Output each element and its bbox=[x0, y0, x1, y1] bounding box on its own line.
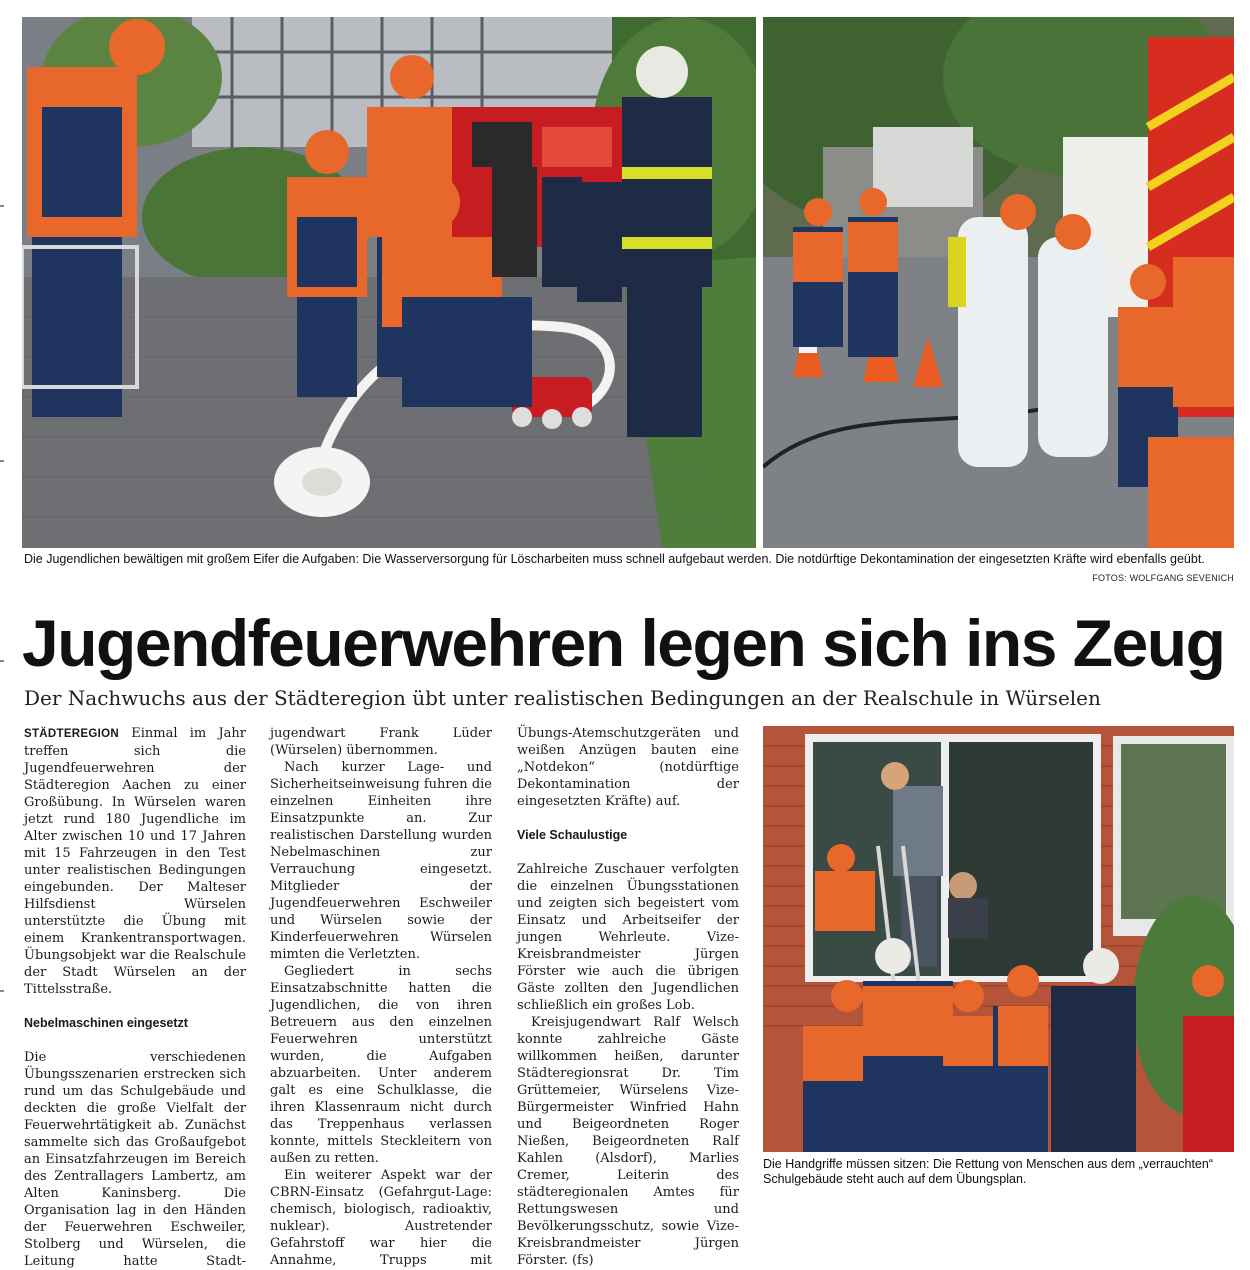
article-column-3 bbox=[517, 725, 739, 1269]
dateline: STÄDTEREGION bbox=[24, 728, 119, 740]
section-heading: Viele Schaulustige bbox=[517, 828, 628, 842]
margin-mark bbox=[0, 205, 4, 207]
margin-mark bbox=[0, 990, 4, 992]
article-column-1 bbox=[24, 725, 246, 1270]
paragraph: jugendwart Frank Lüder (Würselen) übernommen. bbox=[270, 726, 492, 758]
section-heading: Nebelmaschinen eingesetzt bbox=[24, 1016, 188, 1030]
paragraph: Nach kurzer Lage- und Sicherheitseinweisung fuhren die einzelnen Einheiten ihre Einsatzpunkte an. Zur realistischen Darstellung wurden Nebelmaschinen zur Verrauchung eingesetzt. Mitglieder der Jugendfeuerwehren Eschweiler und Würselen sowie der Kinderfeuerwehren Würselen mimten die Verletzten. bbox=[270, 760, 492, 962]
paragraph: Die verschiedenen Übungsszenarien erstrecken sich rund um das Schulgebäude und deckten die große Vielfalt der Feuerwehrtätigkeit ab. Zunächst sammelte sich das Großaufgebot an Einsatzfahrzeugen im Bereich des Zentrallagers Lambertz, am Alten Kaninsberg. Die Organisation lag in den Händen der Feuerwehren Eschweiler, Stolberg und Würselen, die Leitung hatte Stadt- bbox=[24, 1050, 246, 1269]
paragraph: Kreisjugendwart Ralf Welsch konnte zahlreiche Gäste willkommen heißen, darunter Städteregionsrat Dr. Tim Grüttemeier, Würselens Vize-Bürgermeister Winfried Hahn und Beigeordneten Roger Nießen, Beigeordneten Ralf Kahlen (Alsdorf), Marlies Cremer, Leiterin des städteregionalen Amtes für Rettungswesen und Bevölkerungsschutz, sowie Vize-Kreisbrandmeister Jürgen Förster. (fs) bbox=[517, 1015, 739, 1268]
paragraph: Gegliedert in sechs Einsatzabschnitte hatten die Jugendlichen, die von ihren Betreuern aus den einzelnen Feuerwehren unterstützt wurden, die Aufgaben abzuarbeiten. Unter anderem galt es eine Schulklasse, die ihren Klassenraum nicht durch das Treppenhaus verlassen konnte, mittels Steckleitern von außen zu retten. bbox=[270, 964, 492, 1166]
paragraph: Zahlreiche Zuschauer verfolgten die einzelnen Übungsstationen und zeigten sich begeistert vom Einsatz und Arbeitseifer der jungen Wehrleute. Vize-Kreisbrandmeister Jürgen Förster wie auch die übrigen Gäste zollten den Jugendlichen schließlich ein großes Lob. bbox=[517, 862, 739, 1013]
photo-window-rescue bbox=[763, 726, 1234, 1152]
photo-credit: FOTOS: WOLFGANG SEVENICH bbox=[1092, 573, 1234, 583]
paragraph: Ein weiterer Aspekt war der CBRN-Einsatz (Gefahrgut-Lage: chemisch, biologisch, radioaktiv, nuklear). Austretender Gefahrstoff war hier die Annahme, Trupps mit bbox=[270, 1168, 492, 1268]
margin-mark bbox=[0, 460, 4, 462]
margin-mark bbox=[0, 660, 4, 662]
headline: Jugendfeuerwehren legen sich ins Zeug bbox=[22, 606, 1225, 680]
photo-hose-drill bbox=[22, 17, 756, 548]
subheadline: Der Nachwuchs aus der Städteregion übt unter realistischen Bedingungen an der Realschule in Würselen bbox=[24, 686, 1101, 710]
article-intro: Einmal im Jahr treffen sich die Jugendfeuerwehren der Städteregion Aachen zu einer Großübung. In Würselen waren jetzt rund 180 Jugendliche im Alter zwischen 10 und 17 Jahren mit 15 Fahrzeugen in den Test unter realistischen Bedingungen eingebunden. Der Malteser Hilfsdienst Würselen unterstützte die Übung mit einem Krankentransportwagen. Übungsobjekt war die Realschule der Stadt Würselen an der Tittelsstraße. bbox=[24, 726, 246, 997]
paragraph: Übungs-Atemschutzgeräten und weißen Anzügen bauten eine „Notdekon“ (notdürftige Dekontamination der eingesetzten Kräfte) auf. bbox=[517, 726, 739, 809]
photo-caption-bottom: Die Handgriffe müssen sitzen: Die Rettung von Menschen aus dem „verrauchten“ Schulgebäude steht auch auf dem Übungsplan. bbox=[763, 1157, 1213, 1186]
photo-decontamination bbox=[763, 17, 1234, 548]
photo-caption-top: Die Jugendlichen bewältigen mit großem Eifer die Aufgaben: Die Wasserversorgung für Löscharbeiten muss schnell aufgebaut werden. Die notdürftige Dekontamination der eingesetzten Kräfte wird ebenfalls geübt. bbox=[24, 552, 1205, 566]
article-column-2 bbox=[270, 725, 492, 1269]
